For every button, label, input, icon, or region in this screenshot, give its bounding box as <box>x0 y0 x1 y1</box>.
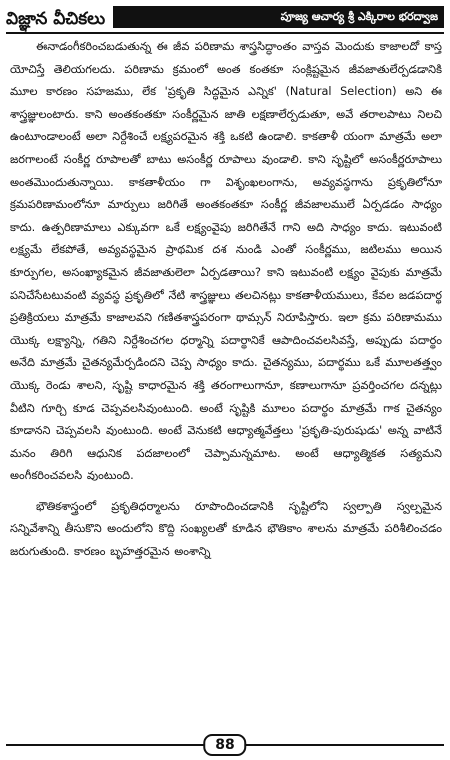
book-title: విజ్ఞాన వీచికలు <box>6 9 106 29</box>
paragraph-1: ఈనాడంగీకరించబడుతున్న ఈ జీవ పరిణామ శాస్త్రసిద్ధాంతం వాస్తవ మెందుకు కాజాలదో కాస్త యోచిస్తే తెలియగలదు. పరిణామ క్రమంలో అంత కంతకూ సంక్లిష్టమైన జీవజాతులేర్పడడానికి మూల కారణం సహజము, లేక 'ప్రకృతి సిద్ధమైన ఎన్నిక' (Natural Selection) అని ఈ శాస్త్రజ్ఞులంటారు. కాని అంతకంతకూ సంకీర్ణమైన జాతి లక్షణాలేర్పడుతూ, అవే తరాలపాటు నిలచి ఉంటూండాలంటే అలా నిర్దేశించే లక్ష్యపరమైన శక్తి ఒకటి ఉండాలి. కాకతాళీ యంగా మాత్రమే అలా జరగాలంటే సంకీర్ణ రూపాలతో బాటు అసంకీర్ణ రూపాలు వుండాలి. కాని సృష్టిలో అసంకీర్ణరూపాలు అంతమొందుతున్నాయి. కాకతాళీయం గా విశృంఖలంగాను, అవ్యవస్థగాను ప్రకృతిలోనూ క్రమపరిణామంలోనూ మార్పులు జరిగితే అంతకంతకూ సంకీర్ణ జీవజాలములే ఏర్పడడం సాధ్యం కాదు. ఉత్పరిణామాలు ఎక్కువగా ఒకే లక్ష్యంవైపు జరిగితేనే గాని అది సాధ్యం కాదు. ఇటువంటి లక్ష్యమే లేకపోతే, అవ్యవస్థమైన ప్రాథమిక దశ నుండి ఎంతో సంకీర్ణము, జటిలము అయిన కూర్పుగల, అసంఖ్యాకమైన జీవజాతులెలా ఏర్పడతాయి? కాని ఇటువంటి లక్ష్యం వైపుకు మాత్రమే పనిచేసేటటువంటి వ్యవస్థ ప్రకృతిలో నేటి శాస్త్రజ్ఞులు తలచినట్లు కాకతాళీయములు, కేవల జడపదార్థ ప్రతిక్రియలు మాత్రమే కాజాలవని గణితశాస్త్రపరంగా థామ్సన్ నిరూపిస్తారు. ఇలా క్రమ పరిణామము యొక్క లక్ష్యాన్ని, గతిని నిర్దేశించగల ధర్మాన్ని పదార్థానికే ఆపాదించవలసివస్తే, అప్పుడు పదార్థం అనేది మాత్రమే చైతన్యమేర్పడిందని చెప్ప సాధ్యం కాదు. చైతన్యము, పదార్థము ఒకే మూలతత్త్వం యొక్క రెండు శాలని, సృష్టి కాధారమైన శక్తి తరంగాలుగానూ, కణాలుగానూ ప్రవర్తించగల దన్నట్లు వీటిని గూర్చి కూడ చెప్పవలసివుంటుంది. అంటే సృష్టికి మూలం పదార్థం మాత్రమే గాక చైతన్యం కూడానని చెప్పవలసి వుంటుంది. అంటే వెనుకటి ఆధ్యాత్మవేత్తలు 'ప్రకృతి-పురుషుడు' అన్న వాటినే మనం తిరిగి ఆధునిక పదజాలంలో చెప్పామన్నమాట. అంటే ఆధ్యాత్మికత సత్యమని అంగీకరించవలసి వుంటుంది. <box>10 40 442 483</box>
header-rule <box>6 32 444 34</box>
page-number: 88 <box>203 734 246 756</box>
page-footer <box>6 734 444 756</box>
author-banner: పూజ్య ఆచార్య శ్రీ ఎక్కిరాల భరద్వాజ <box>113 6 444 28</box>
paragraph-2: భౌతికశాస్త్రంలో ప్రకృతిధర్మాలను రూపొందించడానికి సృష్టిలోని స్వల్పాతి స్వల్పమైన సన్నివేశాన్ని తీసుకొని అందులోని కొద్ది సంఖ్యలతో కూడిన భౌతికాం శాలను మాత్రమే పరిశీలించడం జరుగుతుంది. కారణం బృహత్తరమైన అంశాన్ని <box>10 499 442 559</box>
page-body <box>10 36 442 572</box>
running-header <box>6 4 444 30</box>
